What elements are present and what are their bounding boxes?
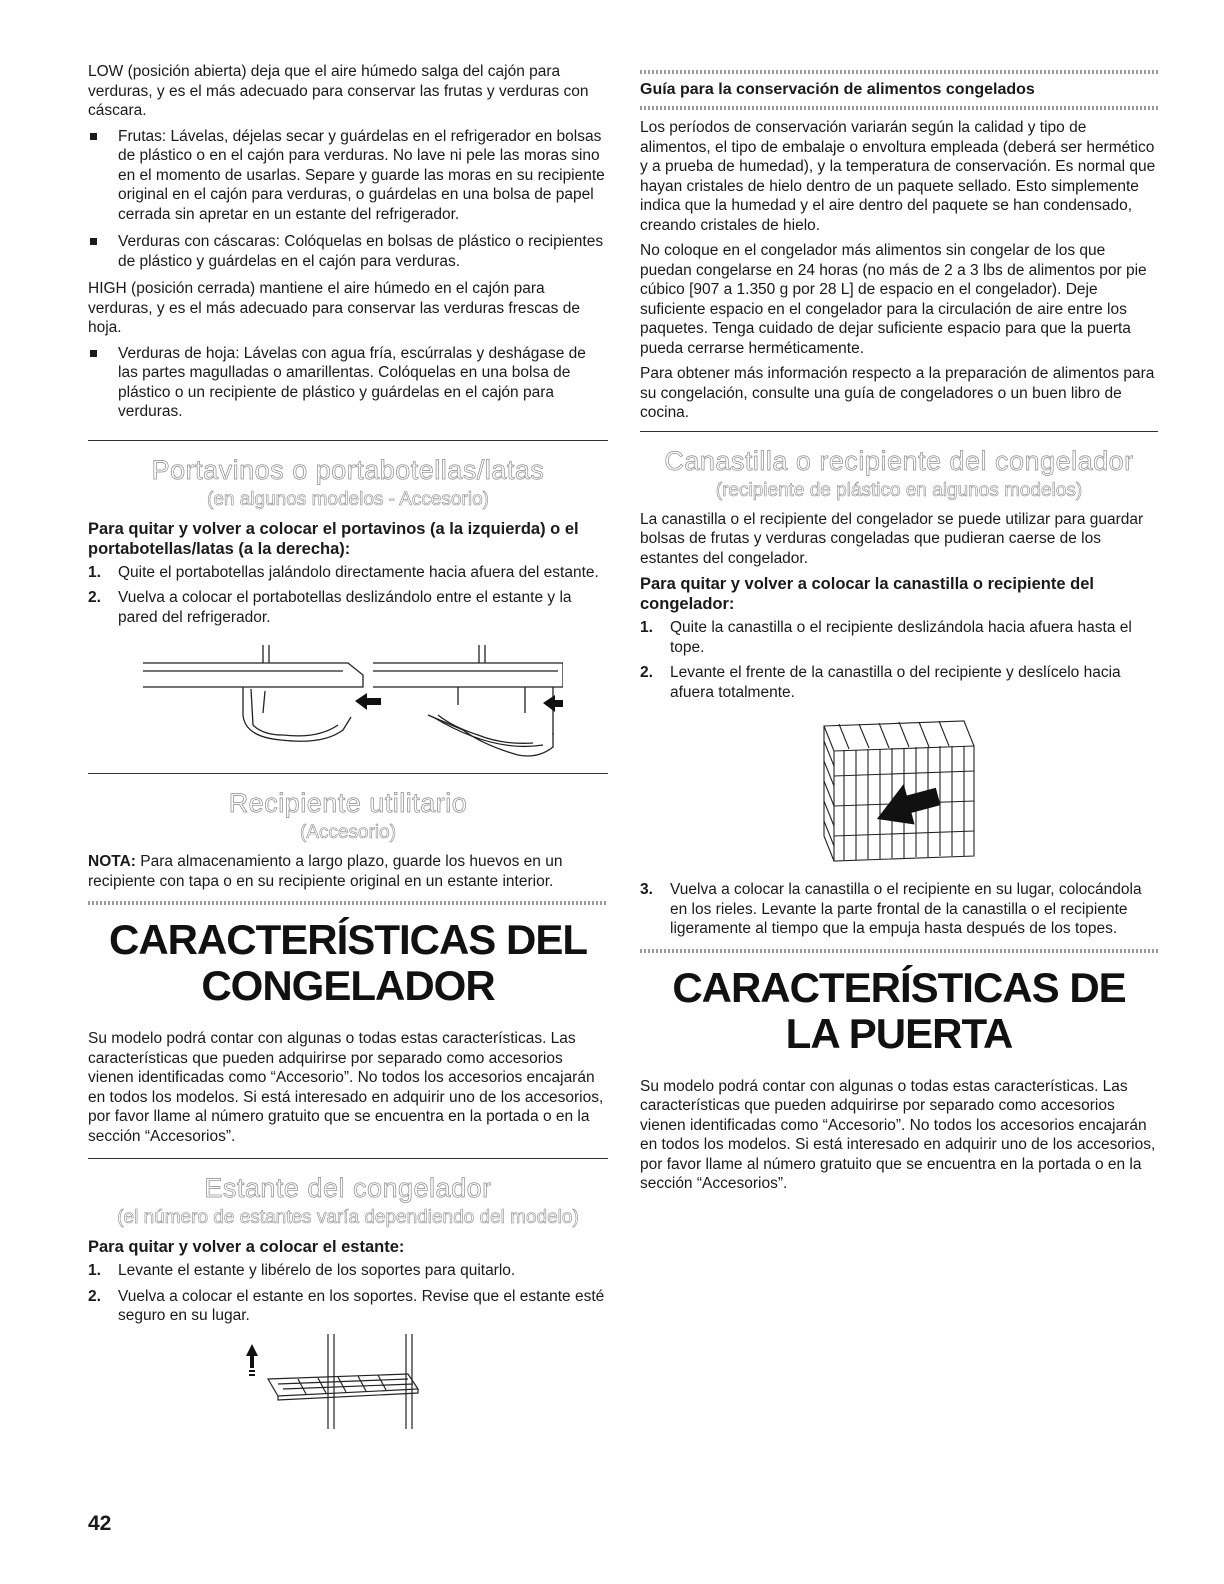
portavinos-heading: Para quitar y volver a colocar el portavinos (a la izquierda) o el portabotellas/latas (a la derecha): [88, 519, 579, 558]
freezer-basket-illustration [814, 716, 984, 866]
canastilla-subtitle: (recipiente de plástico en algunos modelos) [715, 479, 1083, 501]
canastilla-step: 2. Levante el frente de la canastilla o del recipiente y deslícelo hacia afuera totalmente. [640, 664, 1121, 701]
bullet-verduras-hoja: Verduras de hoja: Lávelas con agua fría, escúrralas y deshágase de las partes magulladas o amarillentas. Colóquelas en una bolsa de plástico o un recipiente de plástico y guárdelas en el cajón para verduras. [88, 344, 608, 422]
dotted-divider [640, 106, 1158, 110]
section-divider [88, 440, 608, 441]
portavinos-subtitle: (en algunos modelos - Accesorio) [207, 488, 489, 510]
page-number: 42 [88, 1512, 112, 1535]
estante-heading: Para quitar y volver a colocar el estante: [88, 1238, 405, 1256]
canastilla-intro: La canastilla o el recipiente del congelador se puede utilizar para guardar bolsas de frutas y verduras congeladas que pudieran caerse de los estantes del congelador. [640, 510, 1144, 567]
guia-title: Guía para la conservación de alimentos congelados [640, 81, 1035, 98]
recipiente-title: Recipiente utilitario [228, 788, 468, 818]
guia-paragraph: Para obtener más información respecto a la preparación de alimentos para su congelación, consulte una guía de congeladores o un buen libro de cocina. [640, 365, 1155, 421]
congelador-title: CARACTERÍSTICAS DEL CONGELADOR [108, 916, 587, 1009]
guia-paragraph: No coloque en el congelador más alimentos sin congelar de los que puedan congelarse en 24 horas (no más de 2 a 3 lbs de alimentos por pie cúbico [907 a 1.350 g por 28 L] de espacio en el congelador). Deje suficiente espacio en el congelador para la circulación de aire entre los paquetes. Tenga cuidado de dejar suficiente espacio para que la puerta pueda cerrarse herméticamente. [640, 242, 1147, 357]
estante-step: 1. Levante el estante y libérelo de los soportes para quitarlo. [88, 1262, 516, 1279]
recipiente-subtitle: (Accesorio) [299, 822, 397, 843]
portavinos-step: 2. Vuelva a colocar el portabotellas deslizándolo entre el estante y la pared del refrigerador. [88, 589, 572, 626]
guia-paragraph: Los períodos de conservación variarán según la calidad y tipo de alimentos, el tipo de embalaje o envoltura empleada (deberá ser hermético y a prueba de humedad), y la temperatura de conservación. Es normal que hayan cristales de hielo dentro de un paquete sellado. Esto simplemente indica que la humedad y el aire dentro del paquete se han condensado, creando cristales de hielo. [640, 119, 1156, 234]
section-divider [88, 773, 608, 774]
canastilla-step: 1. Quite la canastilla o el recipiente deslizándola hacia afuera hasta el tope. [640, 619, 1132, 656]
high-paragraph: HIGH (posición cerrada) mantiene el aire húmedo en el cajón para verduras, y es el más adecuado para conservar las verduras frescas de hoja. [88, 280, 580, 336]
right-column [640, 62, 1158, 1200]
portavinos-title: Portavinos o portabotellas/latas [151, 454, 545, 485]
low-paragraph: LOW (posición abierta) deja que el aire húmedo salga del cajón para verduras, y es el más adecuado para conservar las frutas y verduras con cáscara. [88, 63, 589, 119]
portavinos-step: 1. Quite el portabotellas jalándolo directamente hacia afuera del estante. [88, 563, 599, 581]
estante-subtitle: (el número de estantes varía dependiendo del modelo) [117, 1207, 579, 1228]
canastilla-title: Canastilla o recipiente del congelador [664, 445, 1134, 476]
bullet-verduras-cascaras: Verduras con cáscaras: Colóquelas en bolsas de plástico o recipientes de plástico y guárdelas en el cajón para verduras. [88, 232, 608, 271]
puerta-intro: Su modelo podrá contar con algunas o todas estas características. Las características que pueden adquirirse por separado como accesorios vienen identificadas como “Accesorio”. No todos los accesorios encajarán en todos los modelos. Si está interesado en adquirir uno de los accesorios, por favor llame al número gratuito que se encuentra en la portada o en la sección “Accesorios”. [640, 1077, 1156, 1192]
section-divider [640, 431, 1158, 432]
freezer-shelf-illustration [238, 1334, 458, 1429]
estante-title: Estante del congelador [204, 1173, 492, 1203]
dotted-divider [640, 949, 1158, 953]
dotted-divider [640, 70, 1158, 74]
recipiente-note: NOTA: Para almacenamiento a largo plazo, guarde los huevos en un recipiente con tapa o en su recipiente original en un estante interior. [88, 853, 563, 890]
canastilla-step: 3. Vuelva a colocar la canastilla o el recipiente en su lugar, colocándola en los rieles. Levante la parte frontal de la canastilla o el recipiente ligeramente al tiempo que la empuja hasta después de los topes. [640, 881, 1142, 937]
section-divider [88, 1158, 608, 1159]
bullet-frutas: Frutas: Lávelas, déjelas secar y guárdelas en el refrigerador en bolsas de plástico o en el cajón para verduras. No lave ni pele las moras sino en el momento de usarlas. Separe y guarde las moras en su recipiente original en el cajón para verduras, o guárdelas en una bolsa de papel cerrada sin apretar en un estante del refrigerador. [88, 127, 608, 225]
left-column [88, 62, 608, 1429]
wine-rack-illustration [133, 635, 563, 765]
estante-step: 2. Vuelva a colocar el estante en los soportes. Revise que el estante esté seguro en su lugar. [88, 1287, 605, 1324]
puerta-title: CARACTERÍSTICAS DE LA PUERTA [672, 963, 1126, 1057]
dotted-divider [88, 901, 608, 905]
congelador-intro: Su modelo podrá contar con algunas o todas estas características. Las características que pueden adquirirse por separado como accesorios vienen identificadas como “Accesorio”. No todos los accesorios encajarán en todos los modelos. Si está interesado en adquirir uno de los accesorios, por favor llame al número gratuito que se encuentra en la portada o en la sección “Accesorios”. [88, 1030, 604, 1145]
canastilla-heading: Para quitar y volver a colocar la canastilla o recipiente del congelador: [640, 575, 1094, 613]
